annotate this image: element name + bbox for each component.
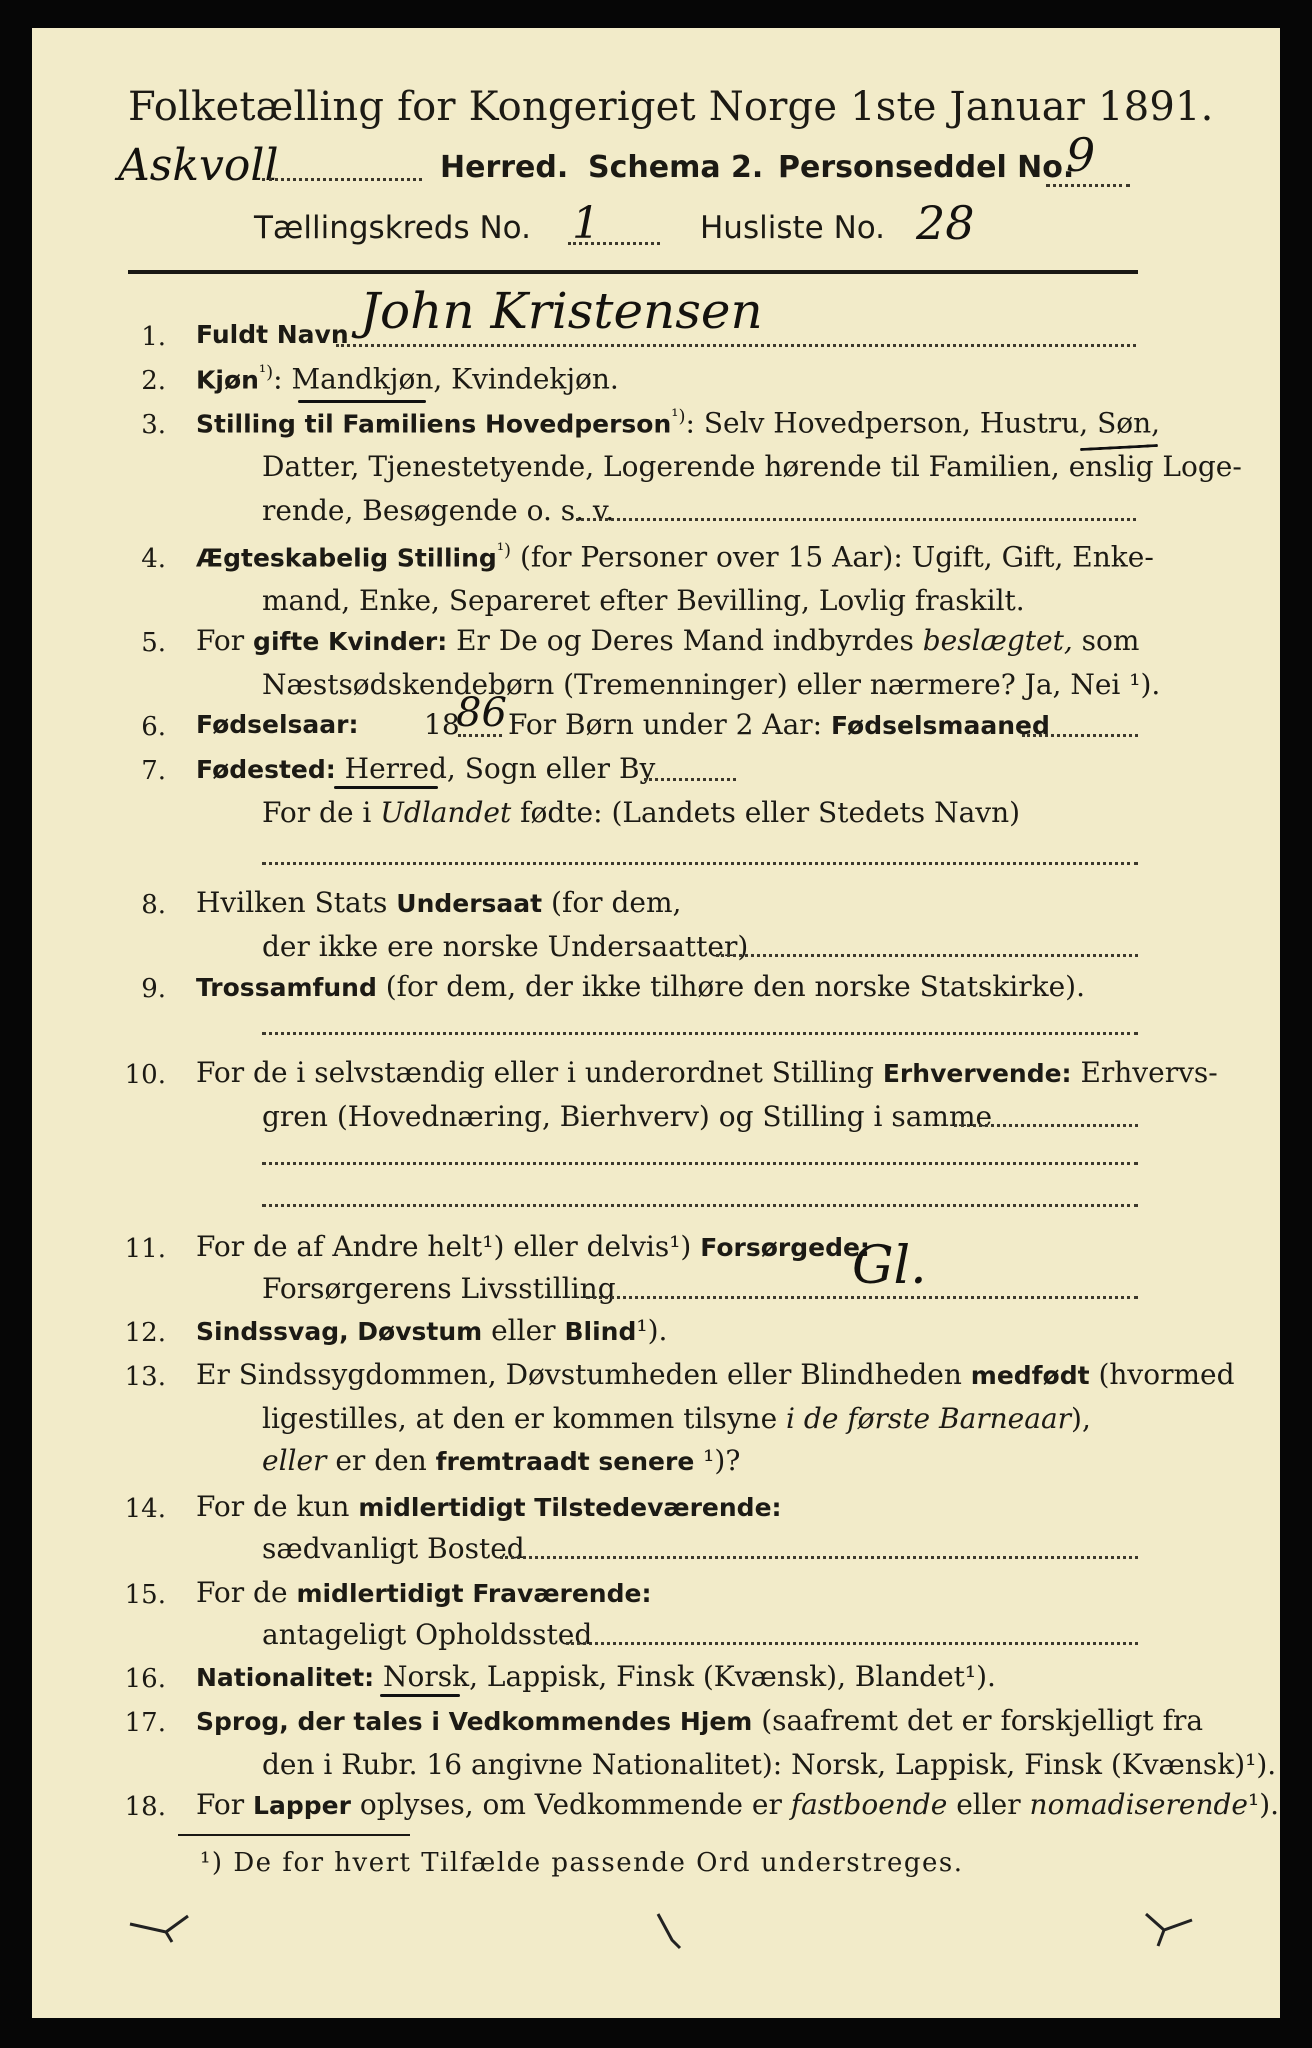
religion-line <box>196 970 1085 1003</box>
footnote-ref: ¹) <box>258 362 274 383</box>
married-women-label: gifte Kvinder: <box>253 627 448 656</box>
temporary-present-label: midlertidigt Tilstedeværende: <box>358 1493 782 1522</box>
congenital-pre: Er Sindssygdommen, Døvstumheden eller Blindheden <box>196 1358 971 1391</box>
marital-options-a: (for Personer over 15 Aar): Ugift, Gift, Enke- <box>511 540 1154 574</box>
norsk-underline <box>380 1694 460 1697</box>
item-number: 1. <box>141 322 166 352</box>
language-line <box>196 1704 1203 1737</box>
marital-line <box>196 540 1154 573</box>
personseddel-dotline <box>1046 184 1130 187</box>
occupation-dotline-3 <box>262 1204 1138 1207</box>
item-number: 18. <box>124 1792 166 1822</box>
dependent-line <box>196 1230 870 1263</box>
birthplace-label: Fødested: <box>196 755 336 784</box>
lapp-text: oplyses, om Vedkommende er <box>350 1788 791 1821</box>
occupation-label: Erhvervende: <box>882 1059 1072 1088</box>
temporary-absent-pre: For de <box>196 1576 297 1609</box>
family-position-options-b: Datter, Tjenestetyende, Logerende hørende til Familien, enslig Loge- <box>262 450 1242 483</box>
kinship-line <box>196 624 1139 657</box>
family-position-label: Stilling til Familiens Hovedperson <box>196 409 672 439</box>
personseddel-value: 9 <box>1066 128 1096 182</box>
lapp-nomadic: nomadiserende <box>1029 1788 1248 1821</box>
disability-line <box>196 1314 667 1347</box>
birth-month-dotline <box>1022 734 1138 737</box>
sex-label: Kjøn <box>196 365 259 395</box>
item-number: 11. <box>124 1234 166 1264</box>
provider-occupation-label: Forsørgerens Livsstilling <box>262 1272 616 1305</box>
disability-text: eller <box>482 1314 565 1347</box>
occupation-line <box>196 1056 1218 1089</box>
lapp-or: eller <box>947 1788 1030 1821</box>
item-number: 15. <box>124 1580 166 1610</box>
sex-underline <box>298 400 426 403</box>
temporary-absent-label: midlertidigt Fraværende: <box>296 1579 652 1608</box>
presumed-stay-dotline <box>566 1642 1138 1645</box>
footnote: ¹) De for hvert Tilfælde passende Ord understreges. <box>200 1848 964 1878</box>
full-name-value: John Kristensen <box>360 282 763 340</box>
congenital-b-italic: i de første Barneaar <box>786 1402 1072 1435</box>
foreign-birth-post: fødte: (Landets eller Stedets Navn) <box>511 796 1021 829</box>
item-number: 4. <box>141 544 166 574</box>
kinship-tail: som <box>1072 624 1140 657</box>
birth-year-dotline <box>458 734 502 737</box>
disability-tail: ¹). <box>636 1314 668 1347</box>
occupation-dotline-1 <box>954 1124 1138 1127</box>
citizenship-post: (for dem, <box>542 886 682 919</box>
footnote-ref: ¹) <box>496 540 512 561</box>
schema-label: Schema 2. <box>588 150 764 185</box>
usual-residence-dotline <box>500 1556 1138 1559</box>
birth-month-label: Fødselsmaaned <box>830 711 1050 740</box>
form-title: Folketælling for Kongeriget Norge 1ste Januar 1891. <box>128 84 1214 130</box>
temporary-absent-line <box>196 1576 651 1609</box>
item-number: 17. <box>124 1708 166 1738</box>
citizenship-line <box>196 886 681 919</box>
religion-label: Trossamfund <box>196 973 377 1002</box>
usual-residence-label: sædvanligt Bosted <box>262 1532 525 1565</box>
congenital-c-post: ¹)? <box>694 1444 741 1477</box>
congenital-c-pre: er den <box>326 1444 436 1477</box>
later-onset-label: fremtraadt senere <box>435 1447 695 1476</box>
lapp-settled: fastboende <box>790 1788 948 1821</box>
dependent-pre: For de af Andre helt¹) eller delvis¹) <box>196 1230 701 1263</box>
item-number: 5. <box>141 628 166 658</box>
religion-dotline <box>262 1032 1138 1035</box>
corner-mark-center <box>650 1908 690 1958</box>
temporary-present-pre: For de kun <box>196 1490 359 1523</box>
dependent-label: Forsørgede: <box>700 1233 870 1262</box>
item-number: 16. <box>124 1664 166 1694</box>
congenital-line-b <box>262 1402 1091 1435</box>
marital-label: Ægteskabelig Stilling <box>196 543 497 573</box>
birth-year-label: Fødselsaar: <box>196 710 359 739</box>
birth-year-value: 86 <box>456 690 507 736</box>
item-number: 7. <box>141 756 166 786</box>
family-position-options-c: rende, Besøgende o. s. v. <box>262 494 615 527</box>
herred-dotline <box>262 178 422 181</box>
taellingskreds-value: 1 <box>572 198 600 249</box>
nationality-label: Nationalitet: <box>196 1663 375 1692</box>
personseddel-label: Personseddel No. <box>778 150 1075 185</box>
herred-label: Herred. <box>440 150 569 185</box>
footnote-rule <box>178 1834 410 1836</box>
birth-month-text: For Børn under 2 Aar: <box>508 708 831 741</box>
kinship-pre: For <box>196 624 254 657</box>
congenital-b-post: ), <box>1071 1402 1091 1435</box>
family-position-dotline <box>576 518 1136 521</box>
foreign-birth-italic: Udlandet <box>380 796 512 829</box>
citizenship-note: der ikke ere norske Undersaatter) <box>262 930 749 963</box>
full-name-dotline <box>336 344 1136 347</box>
item-number: 10. <box>124 1060 166 1090</box>
item-number: 2. <box>141 366 166 396</box>
kinship-question: Er De og Deres Mand indbyrdes <box>447 624 923 657</box>
herred-underline <box>334 786 438 789</box>
occupation-pre: For de i selvstændig eller i underordnet Stilling <box>196 1056 883 1089</box>
congenital-line <box>196 1358 1235 1391</box>
birthplace-line <box>196 752 655 785</box>
sex-options: : Mandkjøn, Kvindekjøn. <box>273 362 619 396</box>
header-rule <box>128 270 1138 274</box>
blind-label: Blind <box>564 1317 637 1346</box>
item-number: 8. <box>141 890 166 920</box>
occupation-post: Erhvervs- <box>1071 1056 1218 1089</box>
language-label: Sprog, der tales i Vedkommendes Hjem <box>196 1707 753 1736</box>
sex-line <box>196 362 619 395</box>
full-name-label: Fuldt Navn <box>196 320 349 349</box>
kinship-options: Næstsødskendebørn (Tremenninger) eller nærmere? Ja, Nei ¹). <box>262 668 1161 701</box>
foreign-birth-pre: For de i <box>262 796 381 829</box>
provider-occupation-dotline <box>586 1296 1138 1299</box>
family-position-line <box>196 406 1160 439</box>
birth-month-note <box>508 708 1050 741</box>
lapp-line <box>196 1788 1279 1821</box>
occupation-dotline-2 <box>262 1162 1138 1165</box>
birthplace-dotline <box>644 778 736 781</box>
congenital-b-pre: ligestilles, at den er kommen tilsyne <box>262 1402 787 1435</box>
foreign-birth-dotline <box>262 862 1138 865</box>
citizenship-label: Undersaat <box>396 889 543 918</box>
item-number: 6. <box>141 712 166 742</box>
birthplace-options: Herred, Sogn eller By <box>335 752 656 785</box>
congenital-c-italic: eller <box>262 1444 327 1477</box>
corner-mark-left <box>126 1908 196 1948</box>
corner-mark-right <box>1140 1906 1200 1956</box>
temporary-present-line <box>196 1490 782 1523</box>
item-number: 13. <box>124 1362 166 1392</box>
marital-options-b: mand, Enke, Separeret efter Bevilling, Lovlig fraskilt. <box>262 584 1025 617</box>
provider-occupation-value: Gl. <box>852 1236 927 1296</box>
husliste-value: 28 <box>916 196 975 250</box>
occupation-note: gren (Hovednæring, Bierhverv) og Stilling i samme <box>262 1100 993 1133</box>
kinship-term: beslægtet, <box>922 624 1073 657</box>
citizenship-dotline <box>716 954 1138 957</box>
lapp-label: Lapper <box>253 1791 351 1820</box>
nationality-line <box>196 1660 996 1693</box>
congenital-line-c <box>262 1444 740 1477</box>
family-position-options-a: : Selv Hovedperson, Hustru, Søn, <box>685 406 1161 440</box>
item-number: 12. <box>124 1318 166 1348</box>
presumed-stay-label: antageligt Opholdssted <box>262 1618 593 1651</box>
lapp-tail: ¹). <box>1247 1788 1280 1821</box>
taellingskreds-label: Tællingskreds No. <box>254 210 531 246</box>
citizenship-pre: Hvilken Stats <box>196 886 397 919</box>
language-options: den i Rubr. 16 angivne Nationalitet): Norsk, Lappisk, Finsk (Kvænsk)¹). <box>262 1748 1277 1781</box>
birth-year-prefix: 18 <box>424 708 460 741</box>
disability-label: Sindssvag, Døvstum <box>196 1317 483 1346</box>
herred-value: Askvoll <box>118 140 279 191</box>
item-number: 3. <box>141 410 166 440</box>
nationality-options: Norsk, Lappisk, Finsk (Kvænsk), Blandet¹). <box>374 1660 996 1693</box>
language-note: (saafremt det er forskjelligt fra <box>752 1704 1204 1737</box>
congenital-label: medfødt <box>970 1361 1090 1390</box>
foreign-birth-line <box>262 796 1020 829</box>
footnote-ref: ¹) <box>671 406 686 427</box>
taellingskreds-dotline <box>568 242 660 245</box>
religion-note: (for dem, der ikke tilhøre den norske Statskirke). <box>376 970 1086 1003</box>
item-number: 9. <box>141 974 166 1004</box>
husliste-label: Husliste No. <box>700 210 886 246</box>
lapp-pre: For <box>196 1788 254 1821</box>
congenital-post: (hvormed <box>1089 1358 1235 1391</box>
item-number: 14. <box>124 1494 166 1524</box>
